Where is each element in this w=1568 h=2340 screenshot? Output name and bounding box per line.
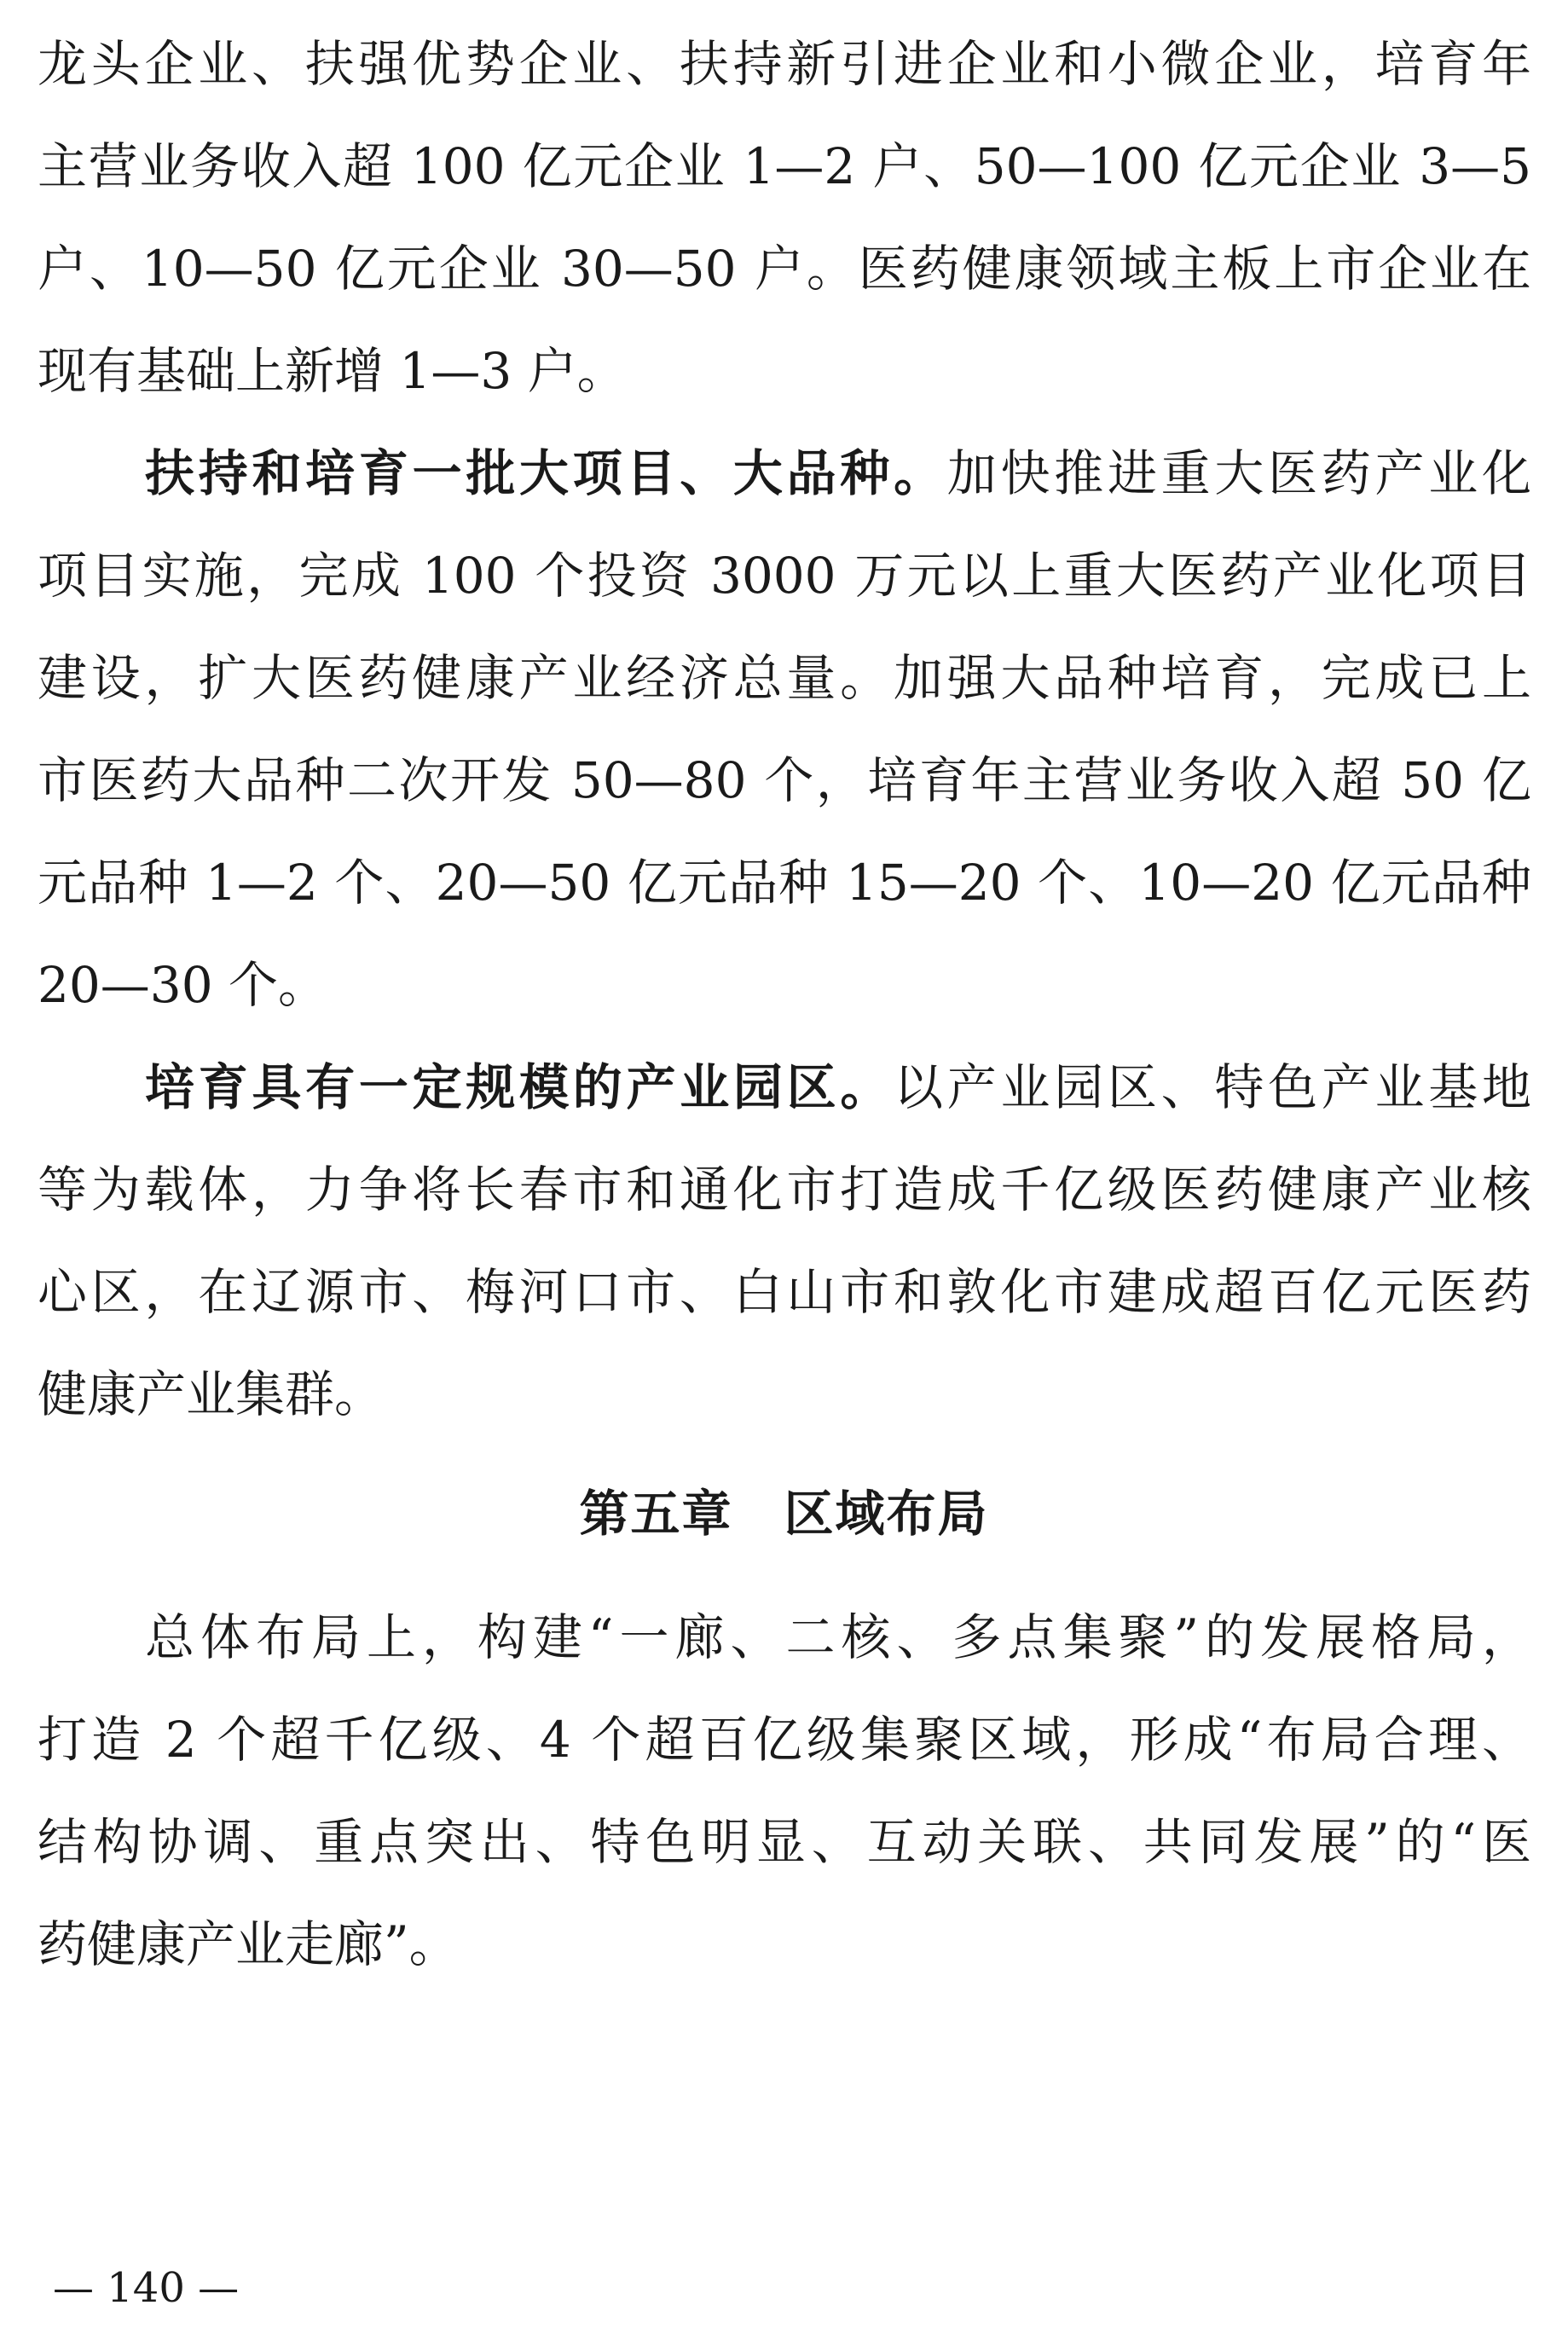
paragraph-line: 20—30 个。 [38, 956, 328, 1014]
paragraph-first-line [145, 1036, 1531, 1138]
paragraph-line: 等为载体，力争将长春市和通化市打造成千亿级医药健康产业核 [38, 1161, 1531, 1219]
paragraph-line: 项目实施，完成 100 个投资 3000 万元以上重大医药产业化项目 [38, 547, 1531, 605]
paragraph-text: 以产业园区、特色产业基地 [894, 1058, 1531, 1116]
paragraph-line: 药健康产业走廊”。 [38, 1915, 459, 1973]
paragraph-line: 结构协调、重点突出、特色明显、互动关联、共同发展”的“医 [38, 1813, 1531, 1871]
paragraph-line: 心区，在辽源市、梅河口市、白山市和敦化市建成超百亿元医药 [38, 1263, 1531, 1321]
paragraph-line: 健康产业集群。 [38, 1365, 385, 1423]
paragraph-line: 龙头企业、扶强优势企业、扶持新引进企业和小微企业，培育年 [38, 35, 1531, 93]
paragraph-line: 户、10—50 亿元企业 30—50 户。医药健康领域主板上市企业在 [38, 240, 1531, 298]
paragraph-first-line [145, 422, 1531, 524]
paragraph-text: 加快推进重大医药产业化 [946, 444, 1531, 502]
chapter-title: 第五章 区域布局 [579, 1485, 989, 1543]
paragraph-line: 市医药大品种二次开发 50—80 个，培育年主营业务收入超 50 亿 [38, 751, 1531, 809]
page-number: — 140 — [53, 2264, 240, 2312]
bold-heading: 培育具有一定规模的产业园区。 [145, 1058, 894, 1116]
paragraph-first-line: 总体布局上，构建“一廊、二核、多点集聚”的发展格局， [145, 1608, 1531, 1666]
paragraph-line: 打造 2 个超千亿级、4 个超百亿级集聚区域，形成“布局合理、 [38, 1711, 1531, 1769]
paragraph-line: 现有基础上新增 1—3 户。 [38, 342, 627, 400]
bold-heading: 扶持和培育一批大项目、大品种。 [145, 444, 947, 502]
paragraph-line: 建设，扩大医药健康产业经济总量。加强大品种培育，完成已上 [38, 649, 1531, 707]
paragraph-line: 元品种 1—2 个、20—50 亿元品种 15—20 个、10—20 亿元品种 [38, 854, 1531, 912]
paragraph-line: 主营业务收入超 100 亿元企业 1—2 户、50—100 亿元企业 3—5 [38, 137, 1531, 195]
